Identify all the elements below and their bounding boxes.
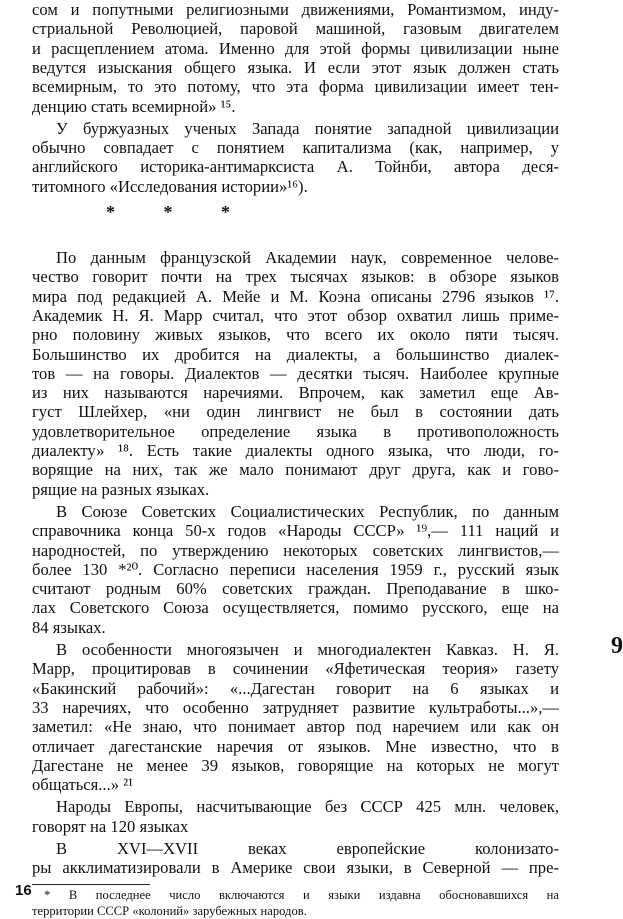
page-number: 16 bbox=[15, 882, 32, 899]
text-line: справочника конца 50-х годов «Народы СССР» ¹⁹,— 111 наций и bbox=[32, 521, 559, 541]
footnote-line: * В последнее число включаются и языки издавна обосновавшихся на bbox=[44, 887, 559, 902]
text-line: чество говорит почти на трех тысячах языков: в обзоре языков bbox=[32, 267, 559, 287]
text-line: Большинство их дробится на диалекты, а большинство диалек- bbox=[32, 344, 559, 364]
text-line: По данным французской Академии наук, современное челове- bbox=[56, 248, 559, 267]
footnote-line: территории СССР «колоний» зарубежных народов. bbox=[32, 903, 307, 918]
text-line: ведутся изыскания общего языка. И если этот язык должен стать bbox=[32, 57, 559, 77]
text-line: мира под редакцией А. Мейе и М. Коэна описаны 2796 языков ¹⁷. bbox=[32, 286, 559, 306]
text-line: В Союзе Советских Социалистических Республик, по данным bbox=[56, 501, 559, 521]
edge-mark: 9 bbox=[611, 633, 623, 659]
section-separator: * * * bbox=[106, 202, 252, 222]
text-line: общаться...» ²¹ bbox=[32, 775, 134, 795]
text-line: титомного «Исследования истории»¹⁶). bbox=[32, 176, 308, 196]
text-line: Дагестане не менее 39 языков, говорящие на которых не могут bbox=[32, 755, 559, 775]
footnote-rule bbox=[32, 884, 150, 885]
text-line: ры акклиматизировали в Америке свои языки, в Северной — пре- bbox=[32, 858, 559, 878]
text-line: В XVI—XVII веках европейские колонизато- bbox=[56, 839, 559, 858]
text-line: тов — на говоры. Диалектов — десятки тысяч. Наиболее крупные bbox=[32, 363, 559, 383]
text-line: Академик Н. Я. Марр считал, что этот обзор охватил лишь приме- bbox=[32, 305, 559, 325]
text-line: 84 языках. bbox=[32, 617, 106, 637]
text-line: лах Советского Союза осуществляется, помимо русского, еще на bbox=[32, 598, 559, 618]
text-line: говорят на 120 языках bbox=[32, 816, 189, 836]
text-line: густ Шлейхер, «ни один лингвист не был в состоянии дать bbox=[32, 402, 559, 422]
text-line: из них называются наречиями. Впрочем, как заметил еще Ав- bbox=[32, 383, 559, 403]
text-line: сом и попутными религиозными движениями, Романтизмом, инду- bbox=[32, 0, 559, 19]
text-line: ворящие на них, так же мало понимают друг друга, как и гово- bbox=[32, 460, 559, 480]
text-line: 33 наречиях, что особенно затрудняет развитие культработы...»,— bbox=[32, 697, 559, 717]
text-line: обычно совпадает с понятием капитализма (как, например, у bbox=[32, 138, 559, 158]
text-line: более 130 *²⁰. Согласно переписи населения 1959 г., русский язык bbox=[32, 559, 559, 579]
text-line: диалекту» ¹⁸. Есть такие диалекты одного языка, что люди, го- bbox=[32, 441, 559, 460]
text-line: стриальной Революцией, паровой машиной, газовым двигателем bbox=[32, 19, 559, 39]
text-line: В особенности многоязычен и многодиалектен Кавказ. Н. Я. bbox=[56, 640, 559, 659]
text-line: отличает дагестанские наречия от языков. Мне известно, что в bbox=[32, 736, 559, 756]
text-line: денцию стать всемирной» ¹⁵. bbox=[32, 96, 236, 116]
text-line: У буржуазных ученых Запада понятие западной цивилизации bbox=[56, 118, 559, 138]
text-line: и расщеплением атома. Именно для этой формы цивилизации ныне bbox=[32, 38, 559, 58]
text-line: удовлетворительное определение языка в противоположность bbox=[32, 421, 559, 441]
text-line: Народы Европы, насчитывающие без СССР 425 млн. человек, bbox=[56, 797, 559, 817]
text-line: английского историка-антимарксиста А. Тойнби, автора деся- bbox=[32, 157, 559, 177]
text-line: народностей, по утверждению некоторых советских лингвистов,— bbox=[32, 540, 559, 560]
text-line: Марр, процитировав в сочинении «Яфетическая теория» газету bbox=[32, 659, 559, 679]
text-line: рящие на разных языках. bbox=[32, 479, 210, 499]
text-line: считают родным 60% советских граждан. Преподавание в шко- bbox=[32, 579, 559, 599]
text-line: рно половину живых языков, что всего их около пяти тысяч. bbox=[32, 325, 559, 345]
text-line: «Бакинский рабочий»: «...Дагестан говорит на 6 языках и bbox=[32, 678, 559, 698]
text-line: всемирным, то это потому, что эта форма цивилизации имеет тен- bbox=[32, 77, 559, 97]
text-line: заметил: «Не знаю, что понимает автор под наречием или как он bbox=[32, 717, 559, 737]
